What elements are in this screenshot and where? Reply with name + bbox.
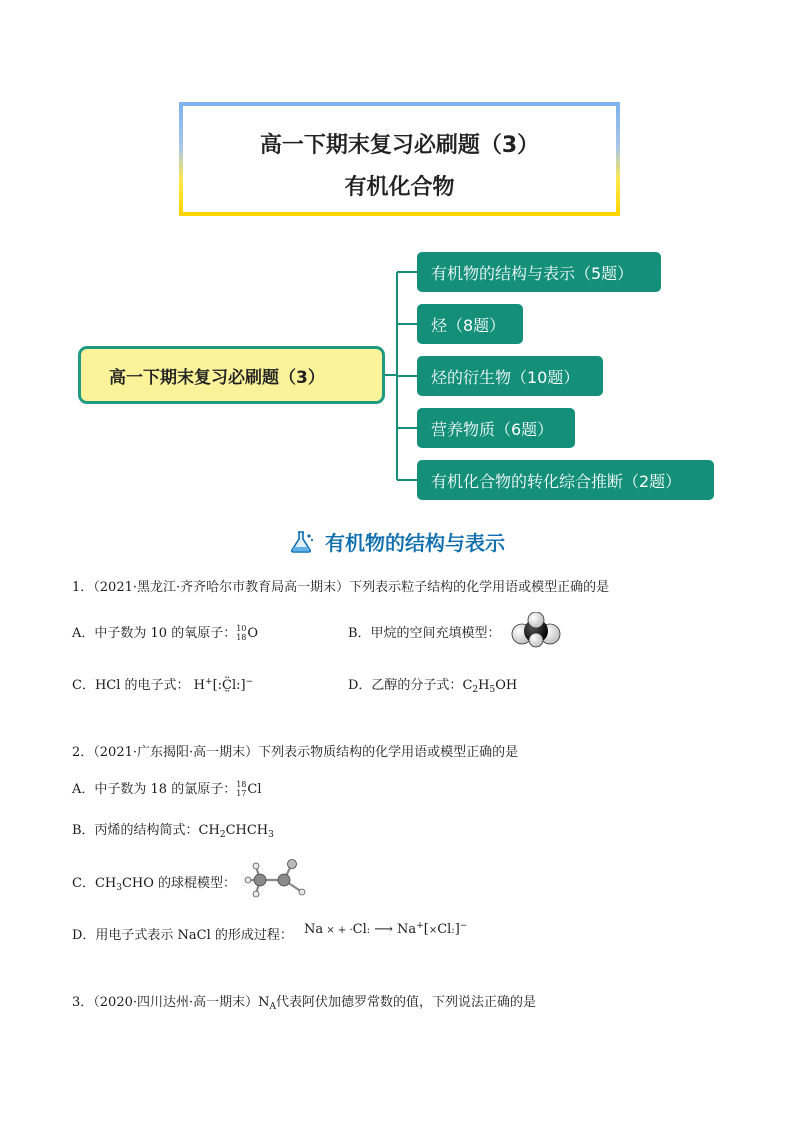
mindmap-branch-conversion: 有机化合物的转化综合推断（2题） bbox=[417, 460, 714, 500]
q1-d-sub2: 5 bbox=[489, 685, 496, 695]
q1-option-a-nuclide bbox=[236, 624, 246, 642]
methane-space-filling-model bbox=[510, 612, 562, 648]
q1-d-oh: OH bbox=[495, 678, 518, 693]
q1-a-mass: 10 bbox=[236, 624, 247, 633]
q2-d-cl: Cl bbox=[352, 922, 367, 937]
q2-d-cl-ion: Cl bbox=[437, 922, 452, 937]
q2-option-d-text: D．用电子式表示 NaCl 的形成过程： bbox=[72, 928, 293, 943]
q2-b-sub1: 2 bbox=[219, 830, 226, 840]
q2-option-b bbox=[72, 819, 274, 840]
q1-c-h: H bbox=[193, 678, 206, 693]
q1-option-b-text: B．甲烷的空间充填模型： bbox=[348, 626, 501, 641]
mindmap-branch-hydrocarbon: 烃（8题） bbox=[417, 304, 523, 344]
q2-a-number: 17 bbox=[236, 789, 247, 798]
q2-option-c bbox=[72, 872, 236, 893]
q1-d-sub1: 2 bbox=[472, 685, 479, 695]
q1-option-b bbox=[348, 622, 501, 641]
q1-option-d bbox=[348, 674, 517, 695]
q1-option-c-text: C．HCl 的电子式： bbox=[72, 678, 190, 693]
q2-option-d bbox=[72, 924, 293, 943]
q2-option-a-text: A．中子数为 18 的氯原子： bbox=[72, 782, 237, 797]
nacl-formation-equation: Na × + ·Cl: ⟶ Na+[×Cl:]− bbox=[304, 921, 468, 937]
q2-d-plus: + bbox=[416, 921, 424, 931]
q2-option-a-nuclide bbox=[236, 780, 246, 798]
mindmap-branch-nutrients: 营养物质（6题） bbox=[417, 408, 575, 448]
q1-c-plus: + bbox=[205, 677, 213, 687]
q2-b-mid: CHCH bbox=[225, 823, 269, 838]
q2-option-b-text: B．丙烯的结构简式：CH bbox=[72, 823, 220, 838]
q3-stem-pre: 3．（2020·四川达州·高一期末）N bbox=[72, 995, 270, 1010]
q1-d-c: C bbox=[462, 678, 473, 693]
q3-stem-post: 代表阿伏加德罗常数的值，下列说法正确的是 bbox=[276, 995, 537, 1010]
q1-option-c bbox=[72, 674, 253, 693]
mindmap-connectors bbox=[0, 0, 794, 520]
page-title: 高一下期末复习必刷题（3） bbox=[259, 133, 540, 158]
q1-option-a-text: A．中子数为 10 的氧原子： bbox=[72, 626, 237, 641]
q1-a-symbol: O bbox=[247, 626, 259, 641]
q1-stem: 1．（2021·黑龙江·齐齐哈尔市教育局高一期末）下列表示粒子结构的化学用语或模型正确的是 bbox=[72, 580, 610, 595]
q2-d-na: Na bbox=[304, 922, 324, 937]
q1-c-cl: [:C̤̈l:] bbox=[212, 678, 246, 693]
section-title: 有机物的结构与表示 bbox=[325, 531, 505, 555]
mindmap-branch-derivatives: 烃的衍生物（10题） bbox=[417, 356, 603, 396]
q3-stem bbox=[72, 991, 536, 1012]
mindmap-root: 高一下期末复习必刷题（3） bbox=[78, 346, 385, 404]
q1-d-h: H bbox=[478, 678, 490, 693]
q3-stem-sub: A bbox=[269, 1002, 276, 1012]
acetaldehyde-ball-stick-model bbox=[242, 856, 314, 902]
q2-stem: 2．（2021·广东揭阳·高一期末）下列表示物质结构的化学用语或模型正确的是 bbox=[72, 745, 519, 760]
mindmap-branch-structure: 有机物的结构与表示（5题） bbox=[417, 252, 661, 292]
q1-option-d-text: D．乙醇的分子式： bbox=[348, 678, 463, 693]
q2-d-minus: − bbox=[459, 921, 468, 931]
q2-a-mass: 18 bbox=[236, 780, 247, 789]
q2-d-na-ion: Na bbox=[397, 922, 417, 937]
q2-option-a bbox=[72, 778, 262, 798]
section-heading bbox=[0, 527, 794, 559]
q2-option-c-text: C．CH bbox=[72, 876, 117, 891]
q2-c-rest: CHO 的球棍模型： bbox=[121, 876, 237, 891]
reaction-arrow-icon: ⟶ bbox=[374, 922, 393, 937]
q1-c-minus: − bbox=[245, 677, 254, 687]
q1-option-a bbox=[72, 622, 258, 642]
q1-a-number: 18 bbox=[236, 633, 247, 642]
page-subtitle: 有机化合物 bbox=[344, 175, 455, 200]
q2-b-sub2: 3 bbox=[268, 830, 274, 840]
flask-icon bbox=[289, 530, 315, 559]
q2-a-symbol: Cl bbox=[247, 782, 262, 797]
q2-c-sub: 3 bbox=[116, 883, 122, 893]
